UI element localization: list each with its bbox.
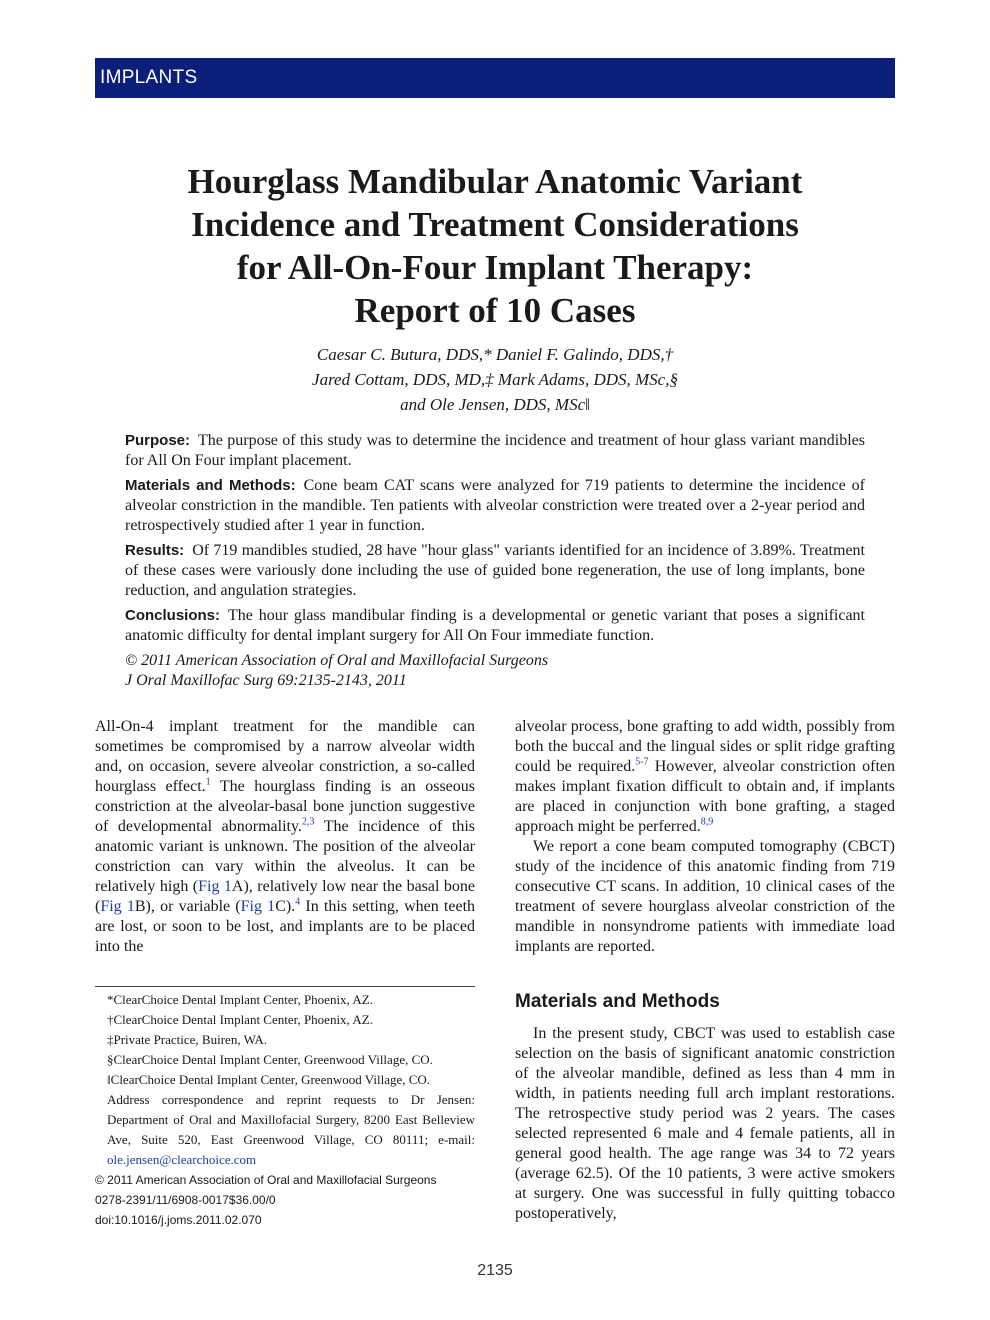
reference-link[interactable]: 8,9: [700, 816, 714, 828]
methods-paragraph: In the present study, CBCT was used to establish case selection on the basis of significant anatomic constriction of the alveolar mandible, defined as less than 4 mm in width, in patients needing full arch implant restorations. The retrospective study period was 2 years. The cases selected represented 6 male and 4 female patients, all in general good health. The age range was 34 to 72 years (average 62.5). Of the 10 patients, 3 were active smokers at surgery. One was successful in fully quitting tobacco postoperatively,: [515, 1025, 895, 1222]
email-link[interactable]: ole.jensen@clearchoice.com: [107, 1152, 257, 1167]
footnotes: [95, 990, 475, 1230]
body-text: The hourglass finding is an osseous constriction at the alveolar-basal bone junction suggestive of developmental abnormality.: [95, 778, 476, 835]
title-line: for All-On-Four Implant Therapy:: [236, 248, 754, 287]
body-paragraph: We report a cone beam computed tomography (CBCT) study of the incidence of this anatomic finding from 719 consecutive CT scans. In addition, 10 clinical cases of the treatment of severe hourglass alveolar constriction of the mandible in nonsyndrome patients with immediate load implants are reported.: [515, 838, 895, 955]
author-line: Caesar C. Butura, DDS,* Daniel F. Galindo, DDS,†: [316, 345, 674, 364]
affiliation: *ClearChoice Dental Implant Center, Phoenix, AZ.: [107, 992, 373, 1007]
body-column-left: [95, 717, 475, 957]
abstract-copyright: © 2011 American Association of Oral and Maxillofacial Surgeons: [125, 652, 549, 669]
figure-link[interactable]: Fig 1: [100, 898, 135, 915]
body-paragraph: [515, 717, 895, 837]
body-text: The incidence of this anatomic variant is unknown. The position of the alveolar constriction can vary within the alveolus. It can be relatively high (: [95, 818, 475, 895]
body-text: alveolar process, bone grafting to add width, possibly from both the buccal and the lingual sides or split ridge grafting could be required.: [515, 718, 895, 775]
body-column-right: [515, 717, 895, 957]
footnote-divider: [95, 986, 475, 987]
reference-link[interactable]: 4: [295, 896, 301, 908]
abstract-methods: [125, 476, 865, 536]
correspondence-text: Address correspondence and reprint requests to Dr Jensen: Department of Oral and Maxillofacial Surgery, 8200 East Belleview Ave, Suite 520, East Greenwood Village, CO 80111; e-mail:: [107, 1092, 475, 1147]
footnote-copyright: © 2011 American Association of Oral and Maxillofacial Surgeons: [95, 1173, 437, 1187]
section-banner: [95, 58, 895, 98]
figure-link[interactable]: Fig 1: [240, 898, 276, 915]
reference-link[interactable]: 1: [205, 776, 211, 788]
abstract-conclusions: [125, 606, 865, 646]
figure-link[interactable]: Fig 1: [198, 878, 232, 895]
section-label: IMPLANTS: [100, 67, 198, 88]
reference-link[interactable]: 5-7: [635, 756, 649, 768]
results-text: Of 719 mandibles studied, 28 have "hour glass" variants identified for an incidence of 3.89%. Treatment of these cases were variously done including the use of guided bone regeneration, the use of long implants, bone reduction, and angulation strategies.: [125, 542, 865, 599]
methods-label: Materials and Methods:: [125, 477, 296, 494]
title-line: Report of 10 Cases: [354, 291, 636, 330]
body-text: B), or variable (: [134, 898, 241, 915]
results-label: Results:: [125, 542, 185, 559]
methods-section: [515, 1024, 895, 1224]
affiliation: §ClearChoice Dental Implant Center, Greenwood Village, CO.: [107, 1052, 433, 1067]
conclusions-label: Conclusions:: [125, 607, 221, 624]
body-text: C).: [275, 898, 296, 915]
body-text: A), relatively low near the basal bone (: [95, 878, 476, 915]
conclusions-text: The hour glass mandibular finding is a developmental or genetic variant that poses a significant anatomic difficulty for dental implant surgery for All On Four immediate function.: [125, 607, 865, 644]
section-heading: Materials and Methods: [515, 991, 720, 1012]
title-line: Incidence and Treatment Considerations: [191, 205, 799, 244]
correspondence: [95, 1090, 475, 1170]
abstract-purpose: [125, 431, 865, 471]
purpose-text: The purpose of this study was to determine the incidence and treatment of hour glass variant mandibles for All On Four implant placement.: [125, 432, 865, 469]
journal-citation: J Oral Maxillofac Surg 69:2135-2143, 2011: [125, 672, 407, 689]
author-line: and Ole Jensen, DDS, MSc‖: [400, 395, 590, 414]
affiliation: ‖ClearChoice Dental Implant Center, Greenwood Village, CO.: [107, 1072, 431, 1087]
author-line: Jared Cottam, DDS, MD,‡ Mark Adams, DDS, MSc,§: [312, 370, 678, 389]
purpose-label: Purpose:: [125, 432, 191, 449]
doi: doi:10.1016/j.joms.2011.02.070: [95, 1213, 262, 1227]
author-list: [95, 342, 895, 417]
intro-paragraph: [95, 717, 475, 957]
body-text: All-On-4 implant treatment for the mandible can sometimes be compromised by a narrow alveolar width and, on occasion, severe alveolar constriction, a so-called hourglass effect.: [95, 718, 475, 795]
body-text: However, alveolar constriction often makes implant fixation difficult to obtain and, if implants are placed in conjunction with bone grafting, a staged approach might be perferred.: [515, 758, 896, 835]
methods-text: Cone beam CAT scans were analyzed for 719 patients to determine the incidence of alveolar constriction in the mandible. Ten patients with alveolar constriction were treated over a 2-year period and retrospectively studied after 1 year in function.: [125, 477, 865, 534]
page-number: 2135: [477, 1262, 513, 1279]
title-line: Hourglass Mandibular Anatomic Variant: [187, 162, 803, 201]
reference-link[interactable]: 2,3: [301, 816, 315, 828]
article-title: [95, 160, 895, 332]
affiliation: †ClearChoice Dental Implant Center, Phoenix, AZ.: [107, 1012, 373, 1027]
issn: 0278-2391/11/6908-0017$36.00/0: [95, 1193, 276, 1207]
abstract: [125, 431, 865, 691]
abstract-results: [125, 541, 865, 601]
affiliation: ‡Private Practice, Buiren, WA.: [107, 1032, 268, 1047]
body-text: In this setting, when teeth are lost, or soon to be lost, and implants are to be placed into the: [95, 898, 476, 955]
